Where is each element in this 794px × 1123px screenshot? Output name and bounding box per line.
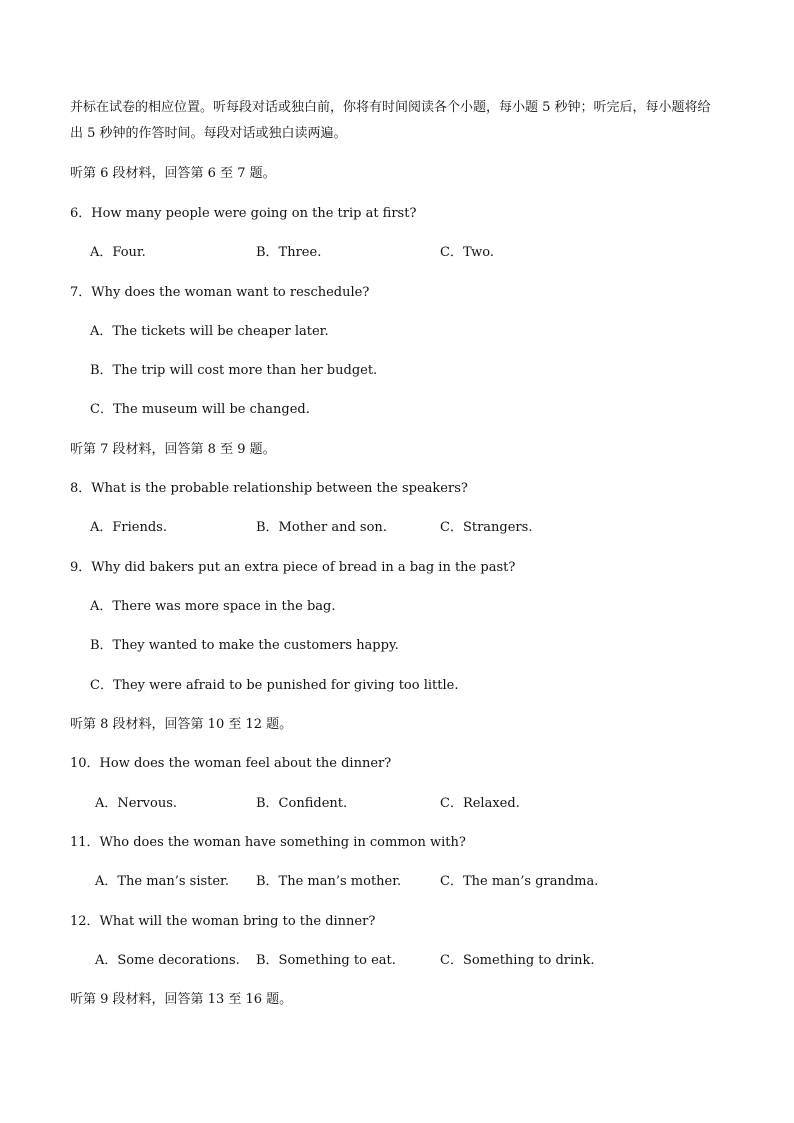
option-a: A．Four. [90,245,146,260]
option-a: A．The man’s sister. [95,874,229,889]
option-c: C．Relaxed. [440,796,520,811]
question-stem: 9．Why did bakers put an extra piece of bread in a bag in the past? [70,560,516,575]
question-stem: 10．How does the woman feel about the dinner? [70,756,392,771]
instruction-line-1: 并标在试卷的相应位置。听每段对话或独白前，你将有时间阅读各个小题，每小题 5 秒钟；听完后，每小题将给 [70,100,711,115]
option-c: C．Two. [440,245,495,260]
option-b: B．Three. [256,245,322,260]
question-stem: 11．Who does the woman have something in common with? [70,835,466,850]
option-c: C．Something to drink. [440,953,595,968]
option-a: A．The tickets will be cheaper later. [90,324,329,339]
section-heading: 听第 8 段材料，回答第 10 至 12 题。 [70,717,293,732]
option-a: A．Nervous. [95,796,178,811]
option-a: A．There was more space in the bag. [90,599,336,614]
question-stem: 7．Why does the woman want to reschedule? [70,285,370,300]
option-a: A．Some decorations. [95,953,240,968]
option-a: A．Friends. [90,520,167,535]
option-c: C．The man’s grandma. [440,874,599,889]
instruction-line-2: 出 5 秒钟的作答时间。每段对话或独白读两遍。 [70,126,347,141]
option-c: C．Strangers. [440,520,533,535]
section-heading: 听第 7 段材料，回答第 8 至 9 题。 [70,442,276,457]
option-b: B．The man’s mother. [256,874,402,889]
option-c: C．They were afraid to be punished for giving too little. [90,678,459,693]
section-heading: 听第 6 段材料，回答第 6 至 7 题。 [70,166,276,181]
option-b: B．Mother and son. [256,520,387,535]
question-stem: 6．How many people were going on the trip at first? [70,206,417,221]
option-b: B．The trip will cost more than her budget. [90,363,378,378]
option-c: C．The museum will be changed. [90,402,310,417]
option-b: B．They wanted to make the customers happy. [90,638,399,653]
option-b: B．Confident. [256,796,348,811]
question-stem: 12．What will the woman bring to the dinner? [70,914,376,929]
section-heading: 听第 9 段材料，回答第 13 至 16 题。 [70,992,293,1007]
option-b: B．Something to eat. [256,953,396,968]
question-stem: 8．What is the probable relationship between the speakers? [70,481,468,496]
